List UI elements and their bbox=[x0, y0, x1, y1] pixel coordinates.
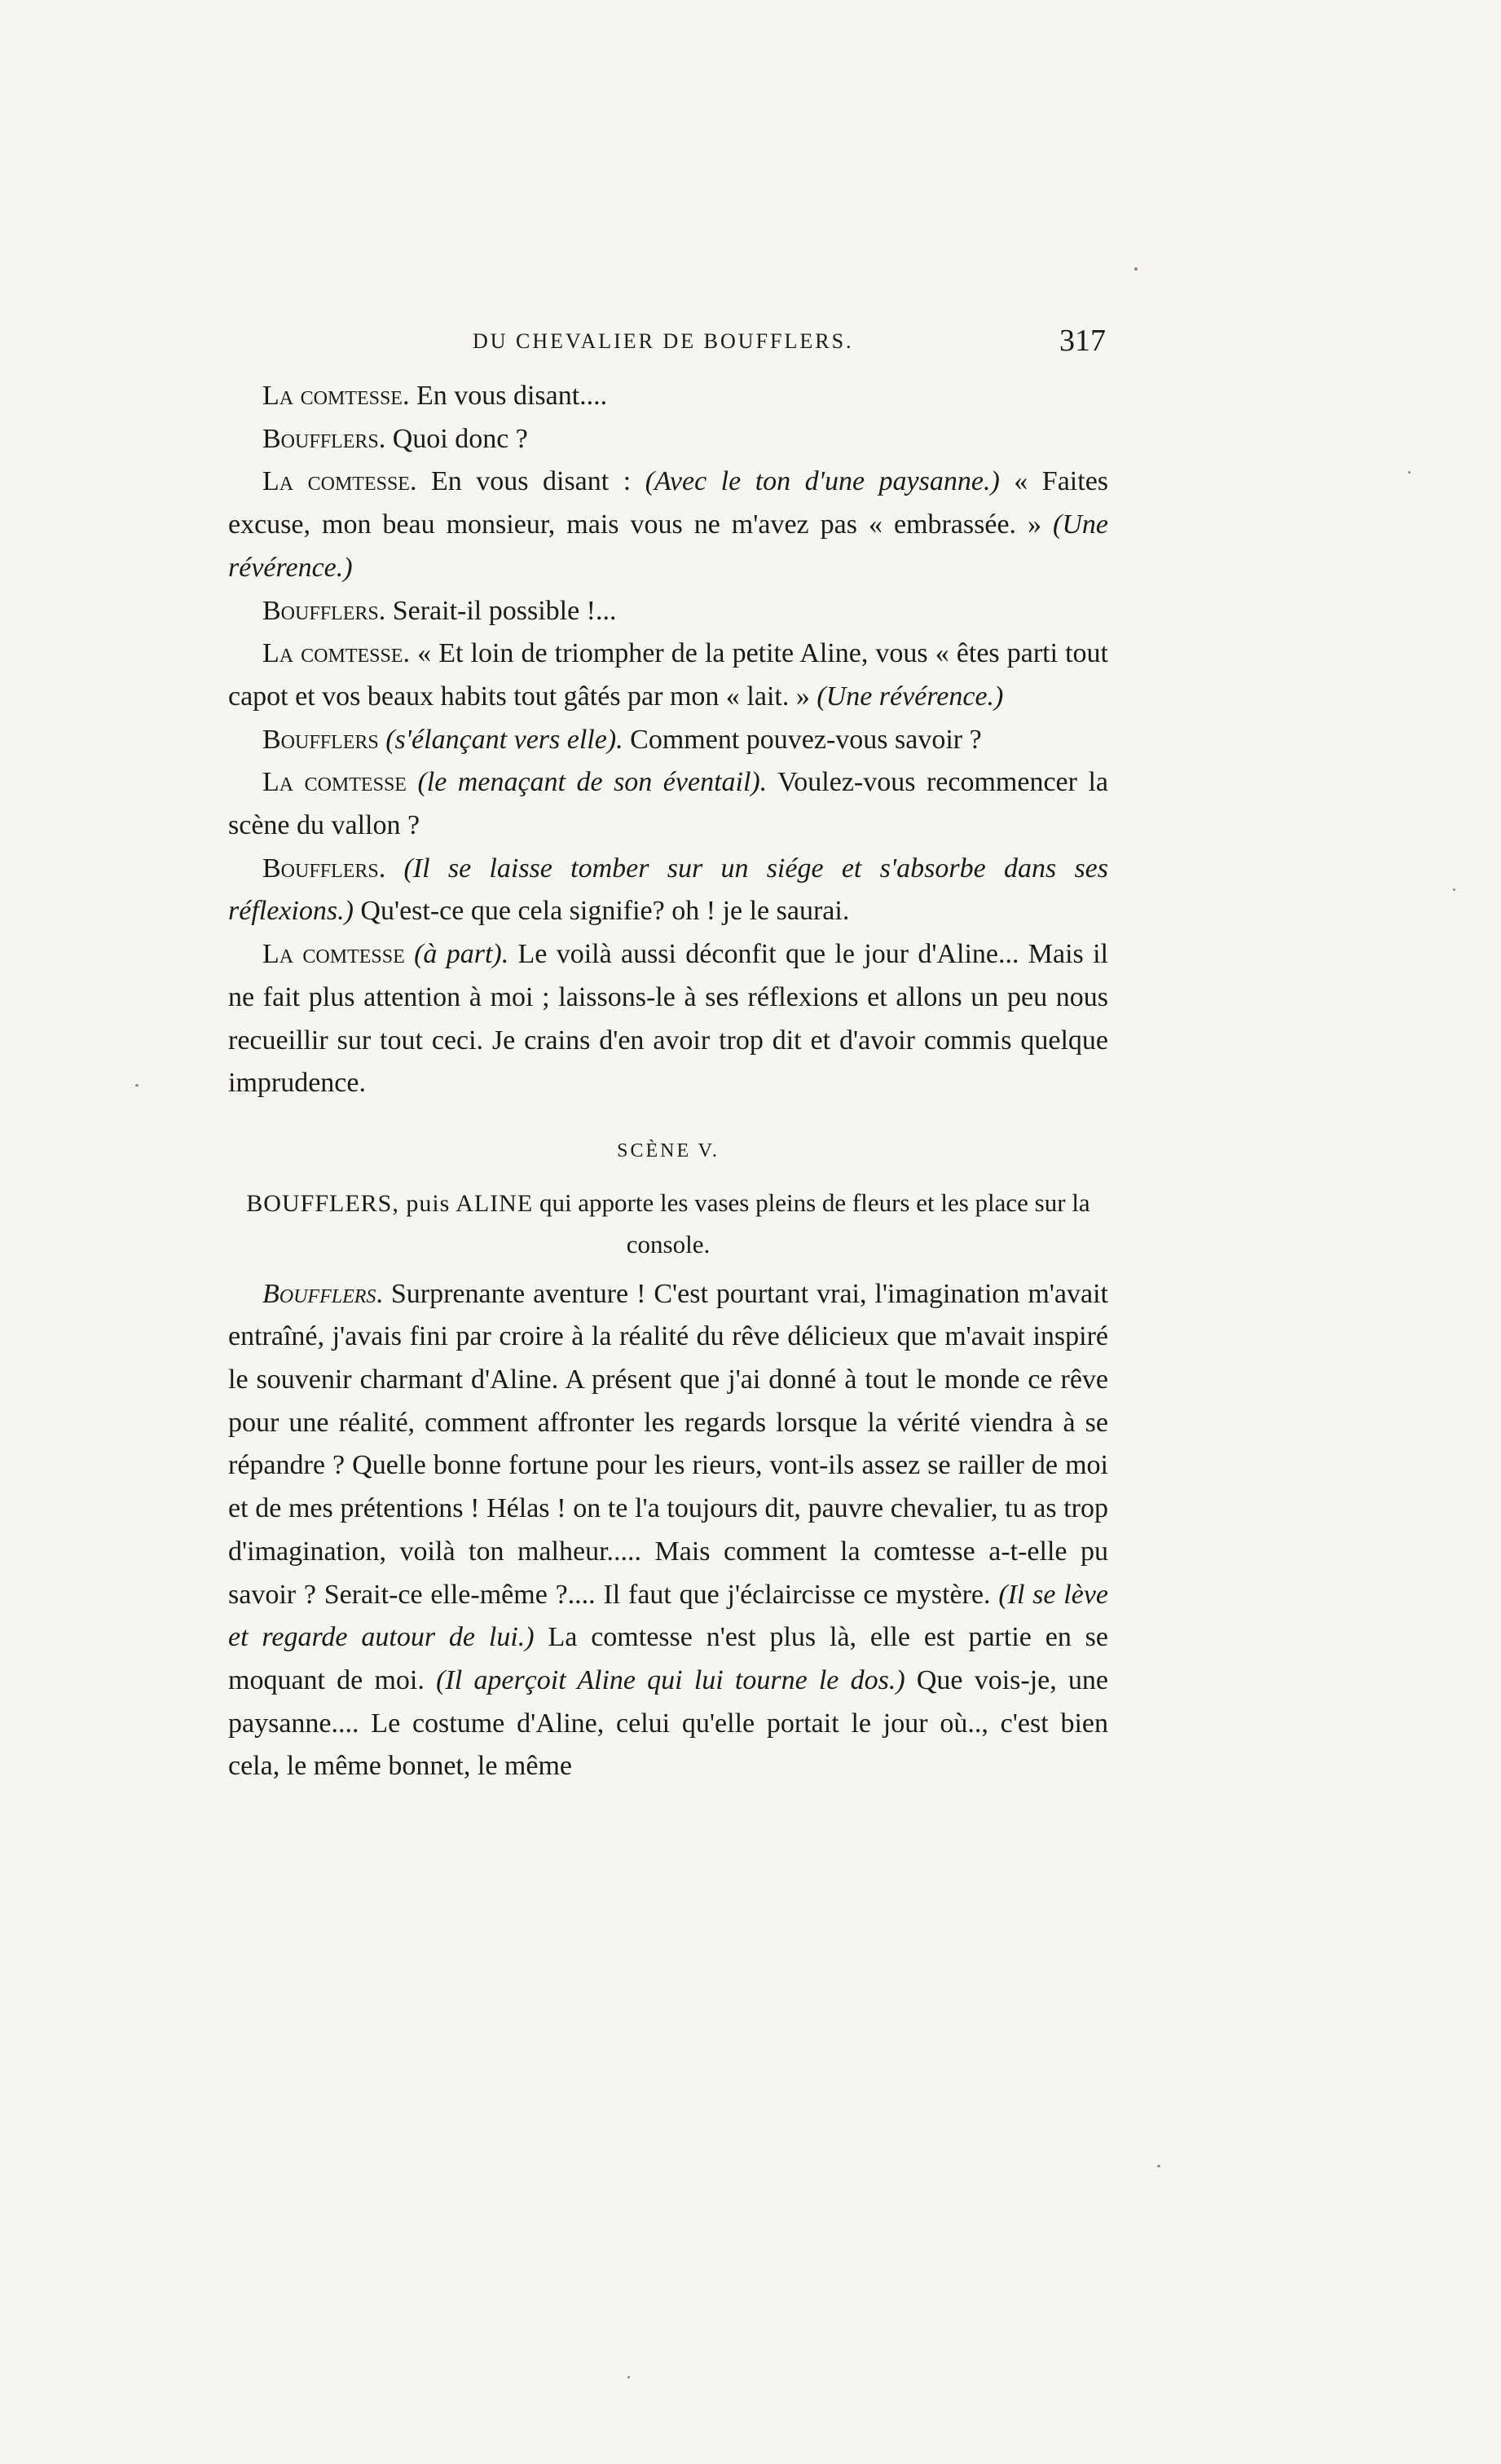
speaker-boufflers: Boufflers bbox=[262, 853, 379, 884]
scene-cast-names: BOUFFLERS, puis ALINE bbox=[246, 1189, 534, 1217]
speaker-boufflers: Boufflers bbox=[262, 595, 379, 626]
dialogue-line: Boufflers. Quoi donc ? bbox=[262, 423, 528, 454]
speaker-comtesse: La comtesse bbox=[262, 381, 403, 411]
page-number: 317 bbox=[1059, 324, 1106, 358]
stage-direction: (Une révérence.) bbox=[228, 509, 1109, 583]
speaker-boufflers: Boufflers bbox=[262, 423, 379, 454]
dialogue-line: La comtesse. « Et loin de triompher de la petite Aline, vous « êtes parti tout capot et vos beaux habits tout gâtés par mon « lait. » (Une révérence.) bbox=[228, 638, 1108, 712]
speaker-boufflers: Boufflers bbox=[262, 724, 379, 755]
line-text: Serait-il possible !... bbox=[392, 595, 617, 626]
speck bbox=[135, 1084, 139, 1087]
line-text: « Faites excuse, mon beau monsieur, mais vous ne m'avez pas « embrassée. » bbox=[228, 466, 1109, 540]
monologue-text: La comtesse n'est plus là, elle est partie en se moquant de moi. bbox=[228, 1622, 1109, 1695]
line-text: Comment pouvez-vous savoir ? bbox=[630, 724, 982, 755]
speaker-boufflers: Boufflers bbox=[262, 1278, 376, 1309]
speaker-comtesse: La comtesse bbox=[262, 638, 403, 669]
speck bbox=[627, 2376, 630, 2378]
stage-direction: (Il aperçoit Aline qui lui tourne le dos.) bbox=[436, 1664, 905, 1695]
speck bbox=[1134, 267, 1138, 271]
stage-direction: (Une révérence.) bbox=[817, 681, 1004, 712]
line-text: Le voilà aussi déconfit que le jour d'Aline... Mais il ne fait plus attention à moi ; laissons-le à ses réflexions et allons un peu nous recueillir sur tout ceci. Je crains d'en avoir trop dit et d'avoir commis quelque imprudence. bbox=[228, 939, 1108, 1099]
dialogue-line bbox=[228, 761, 1108, 847]
stage-direction: (s'élançant vers elle). bbox=[385, 724, 623, 755]
line-text: En vous disant.... bbox=[416, 381, 608, 411]
scene-title: SCÈNE V. bbox=[617, 1139, 720, 1161]
speaker-comtesse: La comtesse bbox=[262, 466, 410, 497]
dialogue-line: La comtesse. En vous disant : (Avec le ton d'une paysanne.) « Faites excuse, mon beau monsieur, mais vous ne m'avez pas « embrassée. » (Une révérence.) bbox=[228, 466, 1109, 583]
scene-cast-description: qui apporte les vases pleins de fleurs et les place sur la console. bbox=[539, 1188, 1090, 1258]
speaker-comtesse: La comtesse bbox=[262, 767, 407, 798]
scene-cast bbox=[228, 1183, 1108, 1265]
speaker-comtesse: La comtesse bbox=[262, 939, 405, 970]
line-text: Qu'est-ce que cela signifie? oh ! je le saurai. bbox=[360, 896, 850, 927]
dialogue-line bbox=[228, 933, 1108, 1105]
monologue-text: Surprenante aventure ! C'est pourtant vrai, l'imagination m'avait entraîné, j'avais fini par croire à la réalité du rêve délicieux que m'avait inspiré le souvenir charmant d'Aline. A présent que j'ai donné à tout le monde ce rêve pour une réalité, comment affronter les regards lorsque la vérité viendra à se répandre ? Quelle bonne fortune pour les rieurs, vont-ils assez se railler de moi et de mes prétentions ! Hélas ! on te l'a toujours dit, pauvre chevalier, tu as trop d'imagination, voilà ton malheur..... Mais comment la comtesse a-t-elle pu savoir ? Serait-ce elle-même ?.... Il faut que j'éclaircisse ce mystère. bbox=[228, 1278, 1108, 1610]
page-header bbox=[0, 324, 1501, 370]
stage-direction: (Il se lève et regarde autour de lui.) bbox=[228, 1579, 1109, 1653]
line-text: En vous disant : bbox=[430, 466, 632, 497]
body-text bbox=[228, 375, 1108, 1788]
stage-direction: (le menaçant de son éventail). bbox=[417, 767, 768, 798]
stage-direction: (Avec le ton d'une paysanne.) bbox=[645, 466, 1000, 497]
speck bbox=[1157, 2165, 1160, 2167]
line-text: Quoi donc ? bbox=[392, 423, 528, 454]
line-text: « Et loin de triompher de la petite Aline, vous « êtes parti tout capot et vos beaux habits tout gâtés par mon « lait. » bbox=[228, 638, 1108, 712]
monologue: Boufflers. Surprenante aventure ! C'est pourtant vrai, l'imagination m'avait entraîné, j'avais fini par croire à la réalité du rêve délicieux que m'avait inspiré le souvenir charmant d'Aline. A présent que j'ai donné à tout le monde ce rêve pour une réalité, comment affronter les regards lorsque la vérité viendra à se répandre ? Quelle bonne fortune pour les rieurs, vont-ils assez se railler de moi et de mes prétentions ! Hélas ! on te l'a toujours dit, pauvre chevalier, tu as trop d'imagination, voilà ton malheur..... Mais comment la comtesse a-t-elle pu savoir ? Serait-ce elle-même ?.... Il faut que j'éclaircisse ce mystère. (Il se lève et regarde autour de lui.) La comtesse n'est plus là, elle est partie en se moquant de moi. (Il aperçoit Aline qui lui tourne le dos.) Que vois-je, une paysanne.... Le costume d'Aline, celui qu'elle portait le jour où.., c'est bien cela, le même bonnet, le même bbox=[228, 1278, 1109, 1782]
monologue-text: Que vois-je, une paysanne.... Le costume d'Aline, celui qu'elle portait le jour où.., c'est bien cela, le même bonnet, le même bbox=[228, 1664, 1109, 1782]
dialogue-line: Boufflers. Serait-il possible !... bbox=[262, 595, 617, 626]
running-title: DU CHEVALIER DE BOUFFLERS. bbox=[473, 329, 854, 353]
dialogue-line: Boufflers. (Il se laisse tomber sur un siége et s'absorbe dans ses réflexions.) Qu'est-ce que cela signifie? oh ! je le saurai. bbox=[228, 853, 1108, 927]
dialogue-line: La comtesse. En vous disant.... bbox=[262, 381, 608, 411]
stage-direction: (Il se laisse tomber sur un siége et s'absorbe dans ses réflexions.) bbox=[228, 853, 1108, 927]
speck bbox=[1408, 471, 1411, 474]
dialogue-line bbox=[228, 719, 1108, 762]
stage-direction: (à part). bbox=[414, 939, 509, 970]
speck bbox=[1453, 888, 1455, 891]
line-text: Voulez-vous recommencer la scène du vallon ? bbox=[228, 767, 1108, 841]
